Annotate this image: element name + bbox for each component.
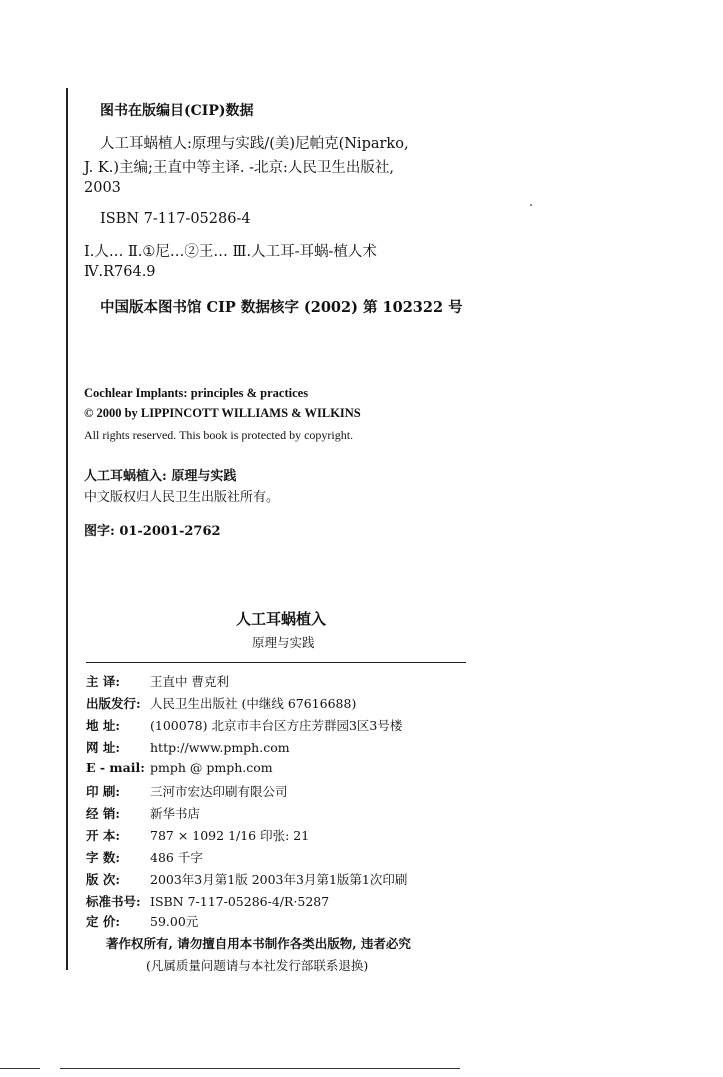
imprint-key: 定 价:: [86, 914, 120, 929]
cip-classification-2: Ⅳ.R764.9: [84, 264, 156, 280]
book-subtitle: 原理与实践: [252, 635, 315, 650]
copyright-notice: 著作权所有, 请勿擅自用本书制作各类出版物, 违者必究: [106, 936, 411, 951]
imprint-value: 人民卫生出版社 (中继线 67616688): [150, 696, 357, 711]
imprint-value: 787 × 1092 1/16 印张: 21: [150, 828, 310, 843]
imprint-row: [86, 848, 203, 866]
chinese-edition-rights: 中文版权归人民卫生出版社所有。: [84, 490, 280, 505]
original-title: Cochlear Implants: principles & practices: [84, 386, 309, 400]
imprint-key: 经 销:: [86, 806, 120, 821]
chinese-edition-title: 人工耳蜗植入: 原理与实践: [84, 469, 237, 484]
imprint-value: 新华书店: [150, 806, 201, 821]
cip-line-2: J. K.)主编;王直中等主译. -北京:人民卫生出版社,: [84, 160, 394, 176]
scan-edge-line: [60, 1068, 460, 1069]
imprint-row: [86, 716, 402, 734]
cip-isbn: ISBN 7-117-05286-4: [100, 211, 251, 227]
original-rights: All rights reserved. This book is protected by copyright.: [84, 428, 354, 442]
imprint-key: 出版发行:: [86, 696, 141, 711]
imprint-value: 486 千字: [150, 850, 203, 865]
cip-line-1: 人工耳蜗植人:原理与实践/(美)尼帕克(Niparko,: [100, 136, 409, 152]
imprint-row: [86, 870, 407, 888]
imprint-row: [86, 694, 356, 712]
cip-heading: 图书在版编目(CIP)数据: [100, 103, 254, 119]
scan-edge-line: [0, 1068, 40, 1069]
imprint-row: [86, 912, 198, 930]
book-title: 人工耳蜗植入: [236, 610, 327, 628]
return-note: (凡属质量问题请与本社发行部联系退换): [146, 958, 369, 973]
imprint-value: ISBN 7-117-05286-4/R·5287: [150, 894, 330, 909]
imprint-row: [86, 738, 290, 756]
imprint-value: http://www.pmph.com: [150, 740, 290, 755]
imprint-key: 地 址:: [86, 718, 120, 733]
imprint-row: [86, 672, 229, 690]
scan-speck: [530, 204, 532, 206]
imprint-key: 版 次:: [86, 872, 120, 887]
imprint-key: 字 数:: [86, 850, 120, 865]
imprint-row: [86, 892, 329, 910]
imprint-value: 三河市宏达印刷有限公司: [150, 784, 288, 799]
imprint-value: 2003年3月第1版 2003年3月第1版第1次印刷: [150, 872, 408, 887]
margin-rule: [66, 88, 68, 970]
imprint-divider: [86, 662, 466, 663]
cip-line-3: 2003: [84, 180, 121, 196]
imprint-row: [86, 804, 200, 822]
imprint-value: pmph @ pmph.com: [150, 760, 273, 775]
imprint-value: 王直中 曹克利: [150, 674, 229, 689]
imprint-key: E - mail:: [86, 760, 145, 775]
imprint-key: 开 本:: [86, 828, 120, 843]
imprint-key: 网 址:: [86, 740, 120, 755]
imprint-key: 印 刷:: [86, 784, 120, 799]
cip-classification-1: Ⅰ.人… Ⅱ.①尼…②王… Ⅲ.人工耳-耳蜗-植人术: [84, 244, 377, 260]
imprint-value: (100078) 北京市丰台区方庄芳群园3区3号楼: [150, 718, 403, 733]
original-copyright: © 2000 by LIPPINCOTT WILLIAMS & WILKINS: [84, 406, 361, 420]
imprint-key: 标准书号:: [86, 894, 141, 909]
imprint-row: [86, 760, 273, 775]
copyright-contract-number: 图字: 01-2001-2762: [84, 524, 221, 539]
imprint-key: 主 译:: [86, 674, 120, 689]
imprint-row: [86, 782, 288, 800]
cip-catalog-number: 中国版本图书馆 CIP 数据核字 (2002) 第 102322 号: [100, 299, 463, 316]
imprint-row: [86, 826, 309, 844]
imprint-value: 59.00元: [150, 914, 199, 929]
